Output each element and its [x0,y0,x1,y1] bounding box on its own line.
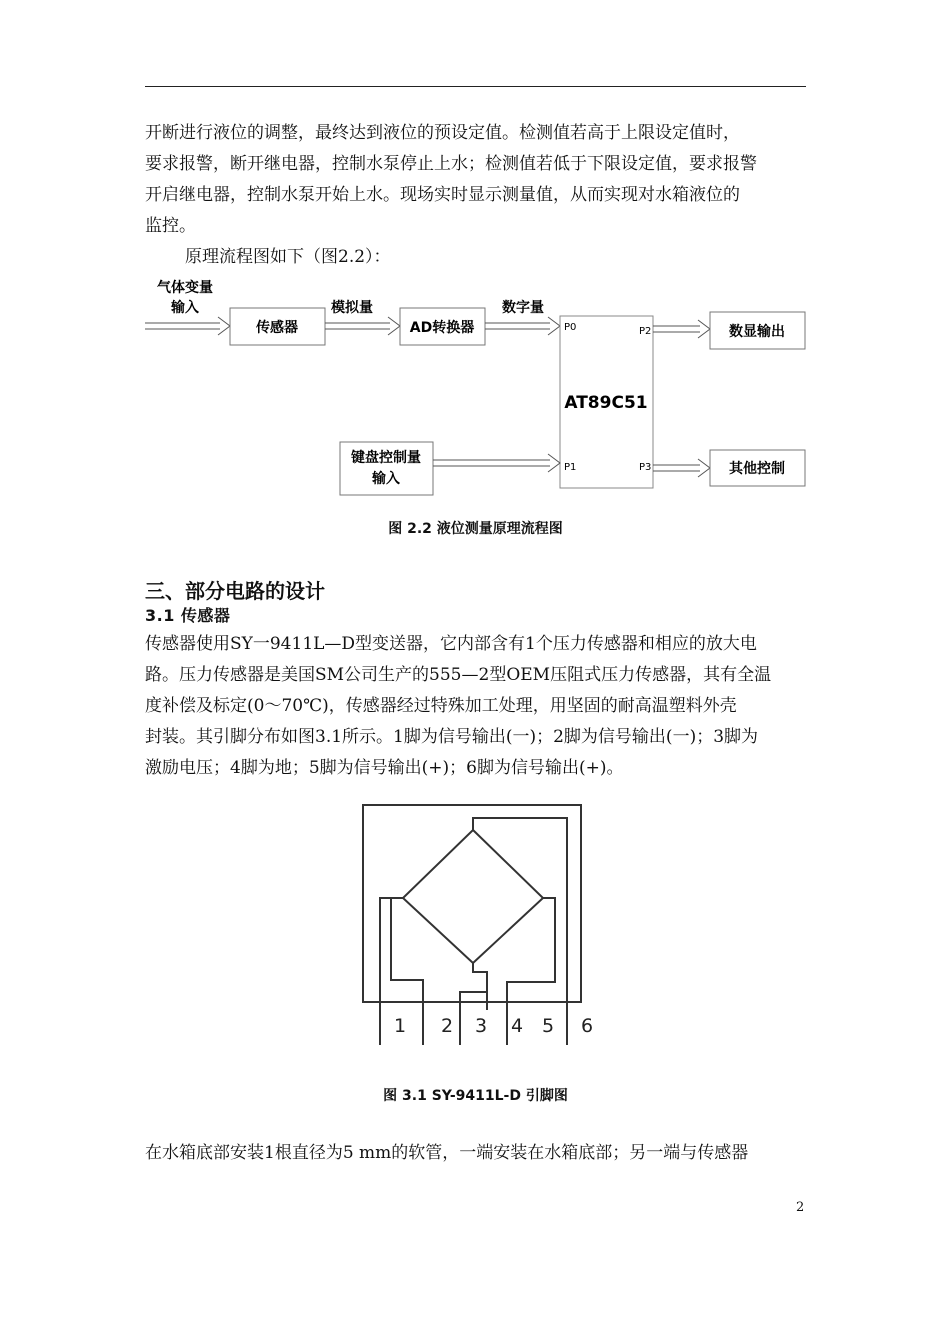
gas-input-label: 气体变量 [157,280,213,296]
subsection-heading: 3.1 传感器 [145,606,231,625]
arrow-mcu-display [653,320,710,338]
wire-right [507,898,555,1010]
arrow-keyboard-mcu [433,454,560,472]
display-output-label: 数显输出 [729,324,785,340]
sensor-label: 传感器 [256,320,298,336]
port-p1: P1 [564,462,577,473]
pin-4-label: 4 [510,1015,524,1037]
port-p2: P2 [639,326,652,337]
mcu-label: AT89C51 [564,393,648,413]
gas-input-label-2: 输入 [171,300,199,316]
keyboard-label-2: 输入 [372,471,400,487]
port-p3: P3 [639,462,652,473]
intro-paragraph [145,118,807,242]
text-line: 在水箱底部安装1根直径为5 mm的软管，一端安装在水箱底部；另一端与传感器 [145,1143,749,1163]
ad-converter-label: AD转换器 [409,320,475,336]
text-line: 封装。其引脚分布如图3.1所示。1脚为信号输出(一)；2脚为信号输出(一)；3脚为 [145,727,759,747]
pin-2-label: 2 [440,1015,454,1037]
digital-label: 数字量 [502,300,544,316]
flowchart-figure [140,272,820,502]
text-line: 要求报警，断开继电器，控制水泵停止上水；检测值若低于下限设定值，要求报警 [145,154,757,174]
text-line: 传感器使用SY一9411L—D型变送器，它内部含有1个压力传感器和相应的放大电 [145,634,757,654]
text-line: 激励电压；4脚为地；5脚为信号输出(+)；6脚为信号输出(+)。 [145,758,624,778]
keyboard-label: 键盘控制量 [351,450,421,466]
fig31-caption: 图 3.1 SY-9411L-D 引脚图 [383,1088,568,1104]
port-p0: P0 [564,322,577,333]
pin-1-label: 1 [393,1015,407,1037]
last-paragraph [145,1138,807,1169]
wire-left-inner [391,898,423,1010]
text-line: 度补偿及标定(0～70℃)，传感器经过特殊加工处理，用坚固的耐高温塑料外壳 [145,696,737,716]
bridge-diamond [403,830,543,963]
text-line: 路。压力传感器是美国SM公司生产的555—2型OEM压阻式压力传感器，其有全温 [145,665,772,685]
other-control-label: 其他控制 [729,461,785,477]
flow-intro [185,242,847,273]
header-rule [145,86,806,87]
text-line: 监控。 [145,216,196,236]
page-number: 2 [796,1200,805,1215]
arrow-input-sensor [145,317,230,335]
arrow-mcu-other [653,459,710,477]
arrow-ad-mcu [485,317,560,335]
analog-label: 模拟量 [331,300,373,316]
pin-6-label: 6 [580,1015,594,1037]
sensor-paragraph [145,629,807,784]
fig22-caption: 图 2.2 液位测量原理流程图 [388,521,563,537]
section-heading: 三、部分电路的设计 [145,579,325,603]
flow-intro-text: 原理流程图如下（图2.2）： [185,247,391,267]
pin-5-label: 5 [541,1015,555,1037]
pin-3-label: 3 [474,1015,488,1037]
arrow-sensor-ad [325,317,400,335]
text-line: 开断进行液位的调整，最终达到液位的预设定值。检测值若高于上限设定值时， [145,123,740,143]
text-line: 开启继电器，控制水泵开始上水。现场实时显示测量值，从而实现对水箱液位的 [145,185,740,205]
pin-diagram-figure [355,800,615,1050]
